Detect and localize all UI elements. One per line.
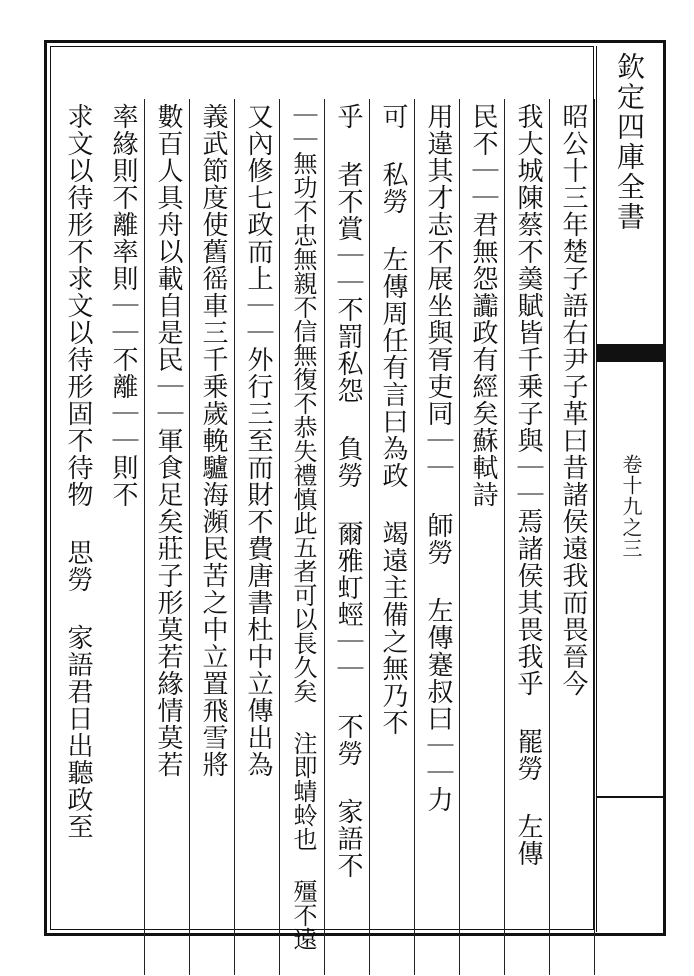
- text-column: [416, 99, 460, 975]
- column-text: 可 私勞 左傳周任有言曰為政 竭遠主備之無乃不: [378, 103, 408, 736]
- column-text: ｜｜無功不忠無親不信無復不恭失禮慎此五者可以長久矣 注即蜻蛉也 殭不遠: [289, 103, 317, 951]
- fish-tail-mark: [597, 344, 663, 362]
- text-column: [56, 99, 100, 975]
- margin-divider: [597, 796, 663, 798]
- column-text: 率緣則不離率則｜｜不離｜｜則不: [108, 103, 138, 508]
- text-column: [551, 99, 595, 975]
- volume-number: 卷十九之三: [619, 454, 643, 559]
- text-column: [326, 99, 370, 975]
- column-text: 我大城陳蔡不羮賦皆千乗子與｜｜焉諸侯其畏我乎 罷勞 左傳: [513, 103, 543, 867]
- column-text: 用違其才志不展坐與胥吏同｜｜ 師勞 左傳蹇叔曰｜｜力: [423, 103, 453, 813]
- column-text: 昭公十三年楚子語右尹子革曰昔諸侯遠我而畏晉今: [558, 103, 588, 697]
- page-margin-label: [596, 46, 662, 932]
- text-column: [281, 99, 325, 975]
- text-column: [506, 99, 550, 975]
- column-text: 求文以待形不求文以待形固不待物 思勞 家語君日出聽政至: [63, 103, 93, 840]
- column-text: 數百人具舟以載自是民｜｜軍食足矣莊子形莫若緣情莫若: [153, 103, 183, 778]
- book-title: 欽定四庫全書: [613, 52, 646, 232]
- column-text: 民不｜｜君無怨讟政有經矣蘇軾詩: [468, 103, 498, 508]
- text-column: [146, 99, 190, 975]
- text-block: [50, 46, 594, 951]
- column-text: 義武節度使舊徭車三千乗歲輓驢海瀕民苦之中立置飛雪將: [198, 103, 228, 778]
- column-text: 又內修七政而上｜｜外行三至而財不費唐書杜中立傳出為: [243, 103, 273, 778]
- text-column: [371, 99, 415, 975]
- text-column: [461, 99, 505, 975]
- column-text: 乎 者不賞｜｜不罰私怨 負勞 爾雅虰蛵｜｜ 不勞 家語不: [333, 103, 363, 879]
- text-column: [101, 99, 145, 975]
- text-column: [191, 99, 235, 975]
- text-column: [236, 99, 280, 975]
